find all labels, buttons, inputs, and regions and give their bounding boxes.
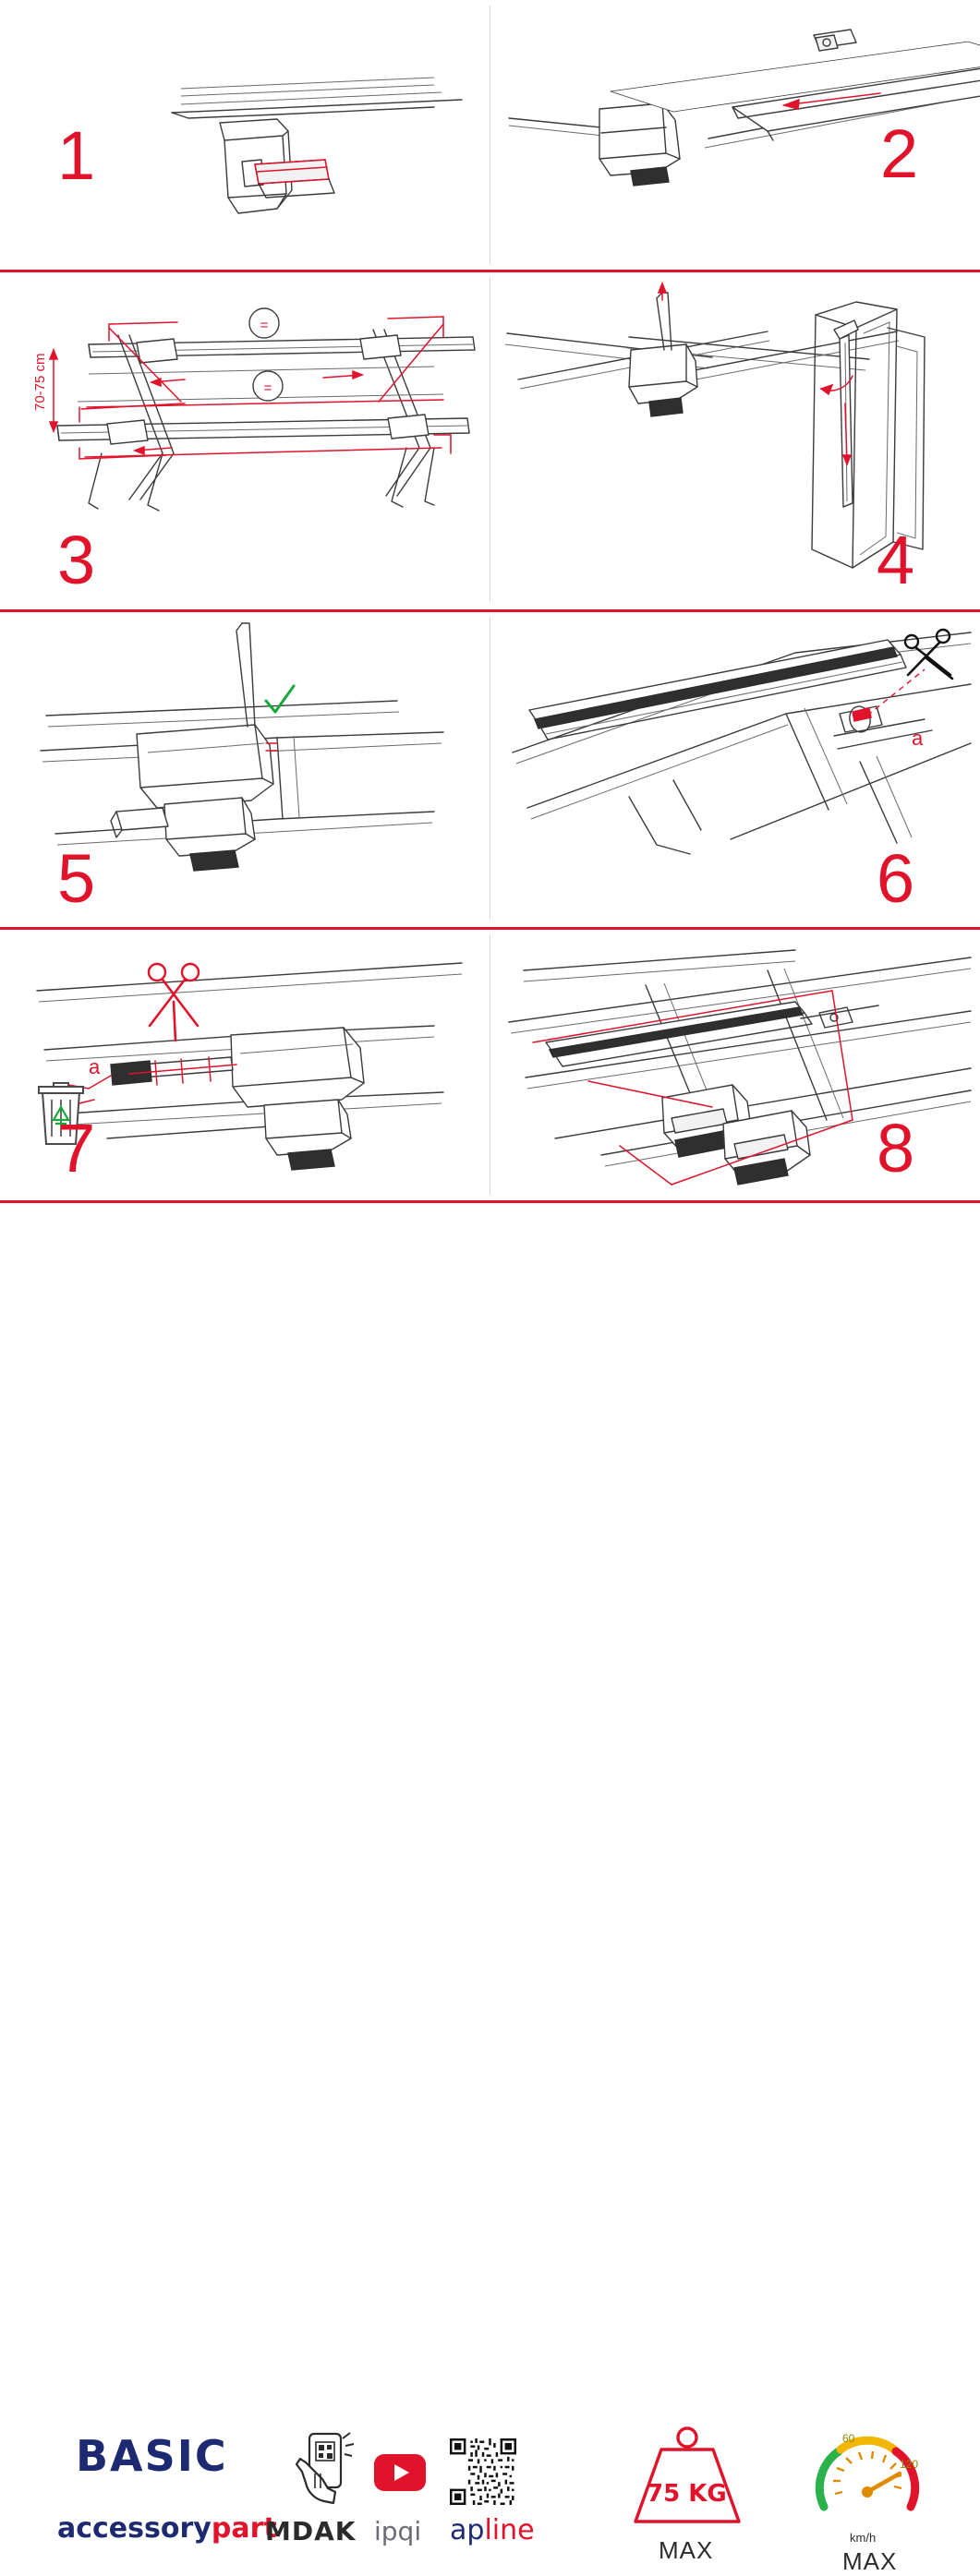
youtube-icon[interactable] — [373, 2453, 427, 2492]
step-number-7: 7 — [57, 1110, 96, 1186]
brand-apline — [450, 2514, 535, 2546]
panel-step-2 — [490, 0, 980, 270]
panel-step-8 — [490, 930, 980, 1200]
cut-label-a-step7: a — [89, 1055, 101, 1078]
brand-line-text: line — [484, 2514, 535, 2546]
phone-scan-icon — [287, 2431, 361, 2510]
brand-accessorypart — [57, 2512, 277, 2545]
panel-step-1 — [0, 0, 490, 270]
weight-max-label: MAX — [659, 2536, 714, 2564]
svg-text:=: = — [260, 318, 269, 333]
step-number-4: 4 — [877, 522, 915, 598]
brand-part-text: part — [211, 2512, 277, 2545]
speed-max-label: MAX — [842, 2547, 898, 2575]
step-number-5: 5 — [57, 840, 96, 917]
step-number-8: 8 — [877, 1110, 915, 1186]
brand-accessory-text: accessory — [57, 2512, 212, 2545]
panel-step-7 — [0, 930, 490, 1200]
weight-value: 75 KG — [647, 2480, 727, 2508]
panel-step-4 — [490, 272, 980, 609]
svg-text:120: 120 — [900, 2458, 919, 2471]
distance-dimension-label: 70-75 cm — [32, 353, 48, 411]
step-number-3: 3 — [57, 522, 96, 598]
weight-icon — [624, 2426, 750, 2529]
step-number-1: 1 — [57, 117, 96, 194]
brand-basic: BASIC — [76, 2431, 228, 2481]
panel-step-5 — [0, 612, 490, 927]
svg-text:=: = — [263, 380, 272, 396]
brand-ap-text: ap — [450, 2514, 485, 2546]
qr-code-icon[interactable] — [450, 2438, 516, 2505]
step-number-6: 6 — [877, 840, 915, 917]
speedometer-icon — [809, 2427, 926, 2529]
scissors-icon-red — [149, 964, 199, 1041]
footer — [0, 1203, 980, 2575]
speed-unit-label: km/h — [850, 2531, 877, 2545]
svg-text:60: 60 — [842, 2432, 855, 2445]
brand-mdak: MDAK — [265, 2516, 357, 2546]
panel-step-3 — [0, 272, 490, 609]
step-number-2: 2 — [880, 115, 919, 192]
panel-step-6 — [490, 612, 980, 927]
brand-ipqi: ipqi — [374, 2516, 422, 2546]
cut-label-a-step6: a — [912, 727, 924, 750]
